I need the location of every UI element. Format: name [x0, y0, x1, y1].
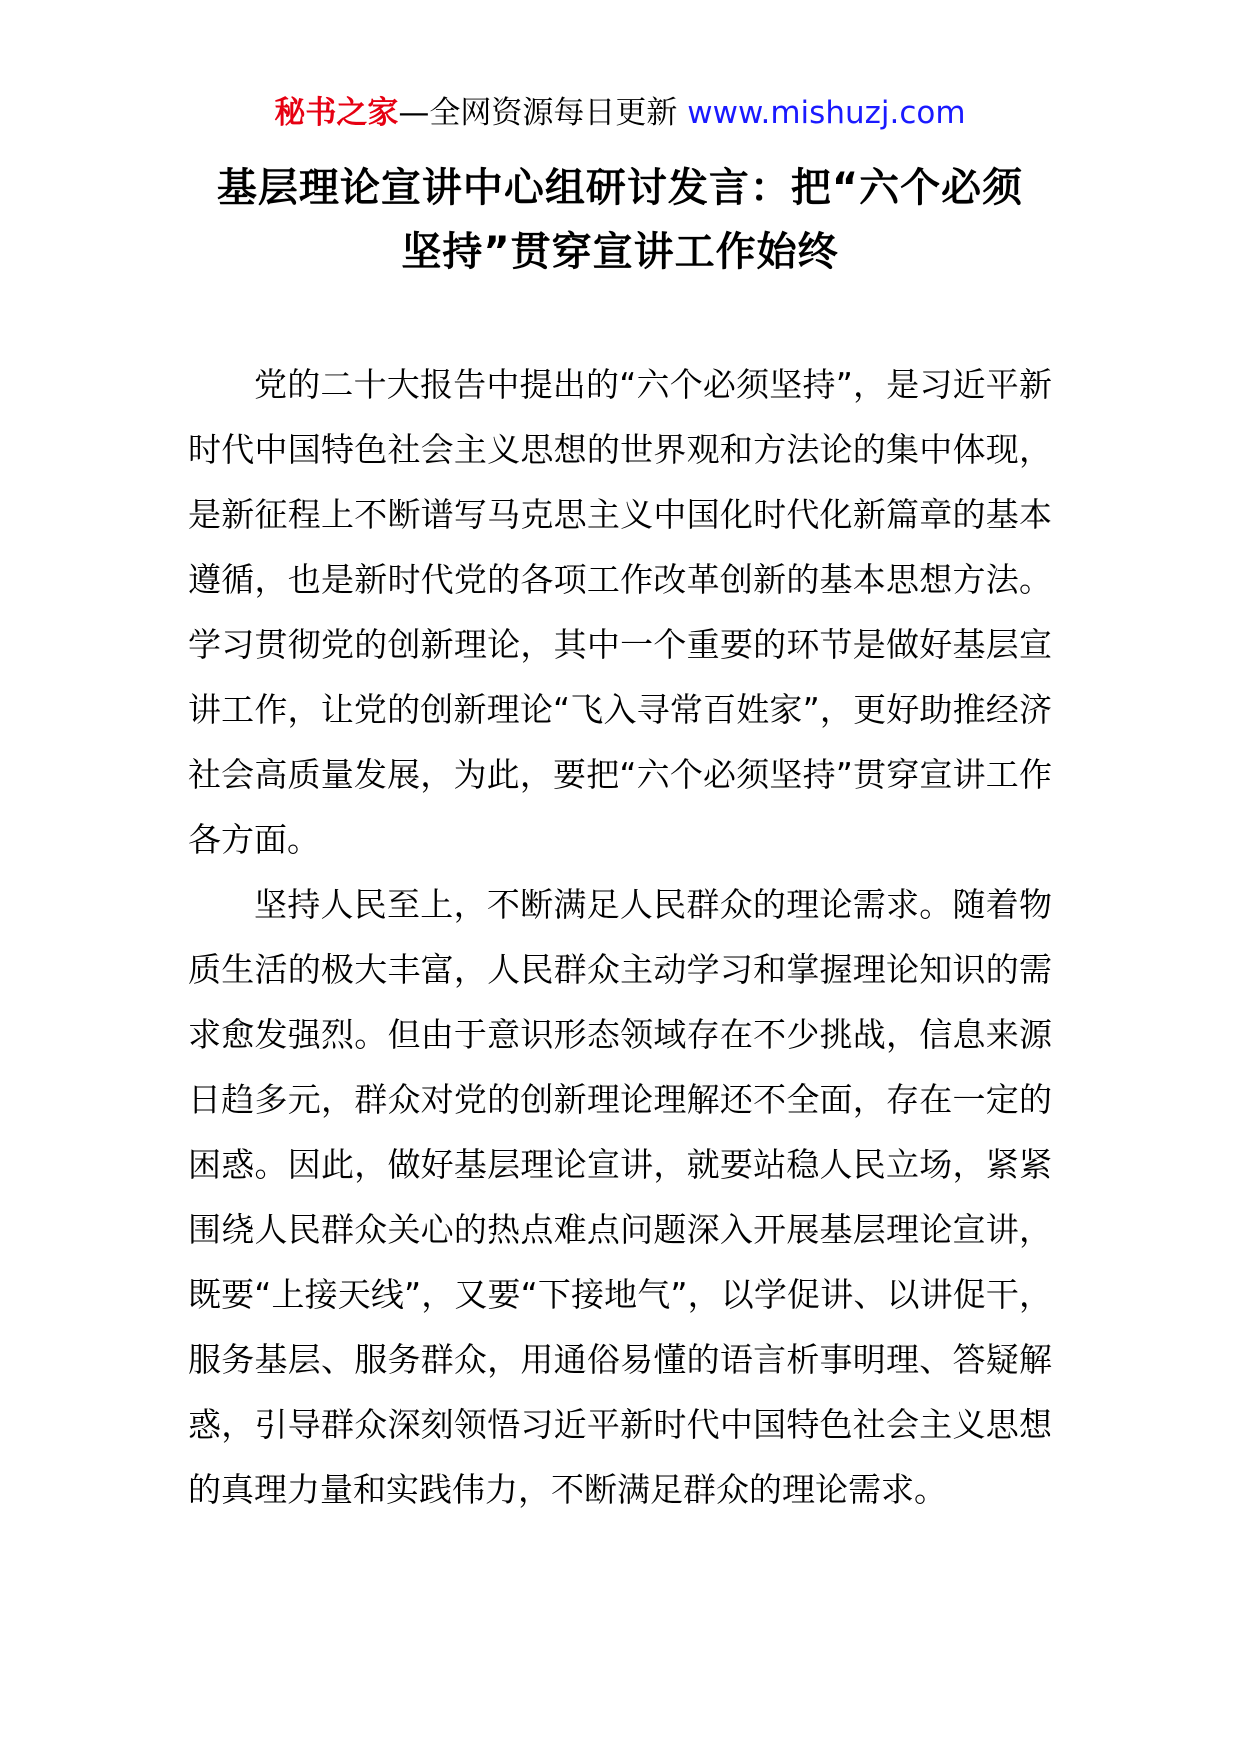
title-line-2: 坚持”贯穿宣讲工作始终	[401, 229, 839, 275]
document-title	[0, 156, 1240, 284]
site-header	[0, 93, 1240, 133]
header-tagline: —全网资源每日更新	[398, 95, 688, 131]
document-body	[188, 352, 1052, 1522]
brand-name: 秘书之家	[274, 95, 399, 131]
title-line-1: 基层理论宣讲中心组研讨发言：把“六个必须	[216, 165, 1024, 211]
body-paragraph-1: 党的二十大报告中提出的“六个必须坚持”，是习近平新时代中国特色社会主义思想的世界观和方法论的集中体现，是新征程上不断谱写马克思主义中国化时代化新篇章的基本遵循，也是新时代党的各项工作改革创新的基本思想方法。学习贯彻党的创新理论，其中一个重要的环节是做好基层宣讲工作，让党的创新理论“飞入寻常百姓家”，更好助推经济社会高质量发展，为此，要把“六个必须坚持”贯穿宣讲工作各方面。	[188, 365, 1052, 859]
body-paragraph-2: 坚持人民至上，不断满足人民群众的理论需求。随着物质生活的极大丰富，人民群众主动学习和掌握理论知识的需求愈发强烈。但由于意识形态领域存在不少挑战，信息来源日趋多元，群众对党的创新理论理解还不全面，存在一定的困惑。因此，做好基层理论宣讲，就要站稳人民立场，紧紧围绕人民群众关心的热点难点问题深入开展基层理论宣讲，既要“上接天线”，又要“下接地气”，以学促讲、以讲促干，服务基层、服务群众，用通俗易懂的语言析事明理、答疑解惑，引导群众深刻领悟习近平新时代中国特色社会主义思想的真理力量和实践伟力，不断满足群众的理论需求。	[188, 885, 1052, 1509]
site-url-link[interactable]: www.mishuzj.com	[687, 95, 966, 131]
